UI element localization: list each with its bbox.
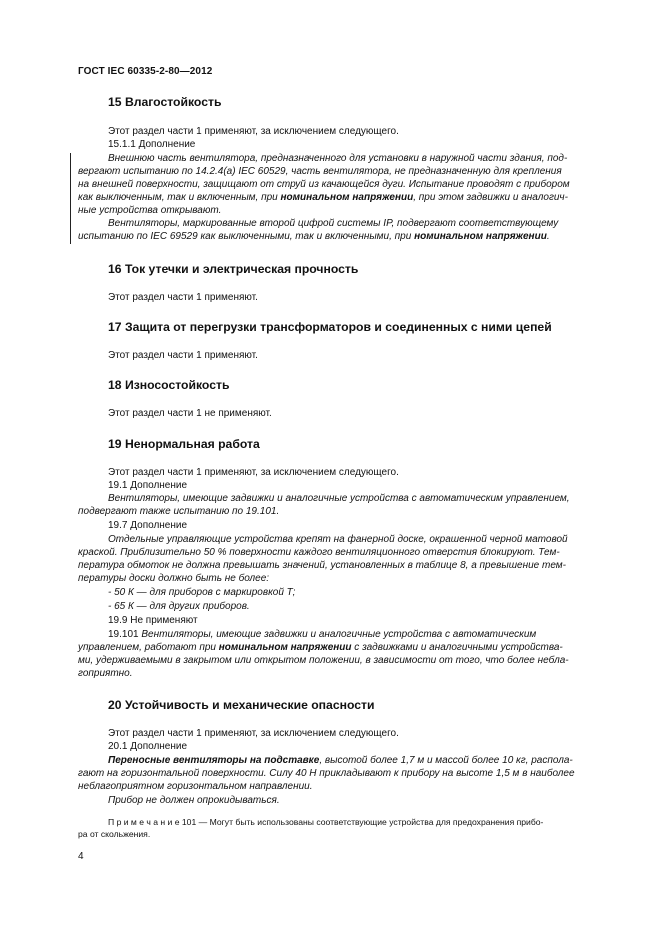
text-span: 15.1.1 Дополнение — [108, 139, 196, 150]
section-heading — [108, 698, 374, 712]
text-span: П р и м е ч а н и е 101 — Могут быть использованы соответствующие устройства для предохранения прибо- — [108, 817, 544, 827]
text-span: Внешнюю часть вентилятора, предназначенного для установки в наружной части здания, под- — [108, 153, 568, 164]
text-line — [78, 642, 563, 654]
text-line — [108, 350, 258, 362]
text-span: гают на горизонтальной поверхности. Силу 40 Н прикладывают к прибору на высоте 1,5 м в наиболее — [78, 768, 575, 779]
text-line — [108, 755, 573, 767]
text-span: Переносные вентиляторы на подставке — [108, 755, 320, 766]
text-span: - 50 К — для приборов с маркировкой Т; — [108, 587, 296, 598]
text-line — [108, 629, 536, 641]
text-span: испытанию по IEC 69529 как выключенными, так и включенными, при — [78, 231, 415, 242]
text-span: Этот раздел части 1 применяют. — [108, 292, 258, 303]
text-line — [78, 179, 570, 191]
text-span: номинальном напряжении — [280, 192, 414, 203]
text-line — [78, 166, 562, 178]
text-line — [108, 480, 187, 492]
text-line — [78, 506, 279, 518]
change-bar — [70, 153, 71, 244]
text-span: 19.101 — [108, 629, 142, 640]
text-line — [108, 139, 195, 151]
text-span: 18 Износостойкость — [108, 378, 230, 392]
text-line — [108, 292, 258, 304]
text-line — [108, 601, 250, 613]
text-span: Этот раздел части 1 применяют. — [108, 350, 258, 361]
text-span: 19.9 Не применяют — [108, 615, 198, 626]
section-heading — [108, 95, 221, 109]
text-span: ные устройства открывают. — [78, 205, 222, 216]
text-line — [108, 493, 570, 505]
text-line — [108, 520, 187, 532]
text-span: пературы доски должно быть не более: — [78, 573, 270, 584]
text-span: как выключенным, так и включенным, при — [78, 192, 281, 203]
text-span: номинальном напряжении — [414, 231, 547, 242]
text-span: Этот раздел части 1 применяют, за исключением следующего. — [108, 728, 399, 739]
section-heading — [108, 378, 229, 392]
note-line — [108, 817, 543, 828]
text-span: . — [546, 231, 550, 242]
text-span: 20.1 Дополнение — [108, 741, 188, 752]
text-line — [108, 728, 399, 740]
text-line — [108, 467, 399, 479]
text-line — [78, 560, 566, 572]
text-span: Вентиляторы, маркированные второй цифрой системы IP, подвергают соответствующему — [108, 218, 559, 229]
text-line — [78, 573, 269, 585]
text-line — [78, 231, 550, 243]
text-line — [108, 126, 399, 138]
text-span: , высотой более 1,7 м и массой более 10 кг, распола- — [319, 755, 573, 766]
text-span: 15 Влагостойкость — [108, 95, 222, 109]
text-line — [78, 668, 133, 680]
text-span: с задвижками и аналогичными устройства- — [351, 642, 563, 653]
text-line — [108, 615, 198, 627]
section-heading — [108, 437, 260, 451]
text-span: Этот раздел части 1 применяют, за исключением следующего. — [108, 467, 399, 478]
text-span: вергают испытанию по 14.2.4(a) IEC 60529, часть вентилятора, не предназначенную для крепления — [78, 166, 562, 177]
text-span: управлением, работают при — [78, 642, 219, 653]
text-span: неблагоприятном горизонтальном направлении. — [78, 781, 313, 792]
section-heading — [108, 262, 358, 276]
text-span: , при этом задвижки и аналогич- — [413, 192, 568, 203]
text-span: на внешней поверхности, защищают от струй из качающейся дуги. Испытание проводят с прибором — [78, 179, 570, 190]
text-span: пература обмоток не должна превышать значений, установленных в таблице 8, а превышение тем- — [78, 560, 566, 571]
text-span: 20 Устойчивость и механические опасности — [108, 698, 375, 712]
text-line — [78, 192, 568, 204]
note-line — [78, 829, 150, 840]
page-number: 4 — [78, 851, 84, 862]
text-line — [108, 534, 568, 546]
text-span: 19.1 Дополнение — [108, 480, 188, 491]
text-line — [108, 408, 272, 420]
text-line — [108, 218, 558, 230]
text-span: Прибор не должен опрокидываться. — [108, 795, 280, 806]
text-line — [78, 655, 569, 667]
text-line — [108, 795, 280, 807]
text-span: - 65 К — для других приборов. — [108, 601, 250, 612]
text-span: гоприятно. — [78, 668, 133, 679]
text-span: 16 Ток утечки и электрическая прочность — [108, 262, 359, 276]
section-heading — [108, 320, 552, 334]
text-span: ра от скольжения. — [78, 829, 151, 839]
text-span: 19.7 Дополнение — [108, 520, 188, 531]
text-span: Этот раздел части 1 применяют, за исключением следующего. — [108, 126, 399, 137]
text-span: 17 Защита от перегрузки трансформаторов и соединенных с ними цепей — [108, 320, 552, 334]
text-span: подвергают также испытанию по 19.101. — [78, 506, 280, 517]
text-line — [78, 768, 575, 780]
text-line — [108, 741, 187, 753]
text-line — [78, 547, 560, 559]
document-header: ГОСТ IEC 60335-2-80—2012 — [78, 66, 213, 77]
text-line — [78, 205, 221, 217]
text-line — [108, 587, 295, 599]
text-span: Отдельные управляющие устройства крепят на фанерной доске, окрашенной черной матовой — [108, 534, 568, 545]
text-span: Вентиляторы, имеющие задвижки и аналогичные устройства с автоматическим управлением, — [108, 493, 570, 504]
text-span: номинальном напряжении — [218, 642, 352, 653]
text-span: 19 Ненормальная работа — [108, 437, 260, 451]
text-span: краской. Приблизительно 50 % поверхности каждого вентиляционного отверстия блокируют. Тем- — [78, 547, 560, 558]
text-line — [78, 781, 313, 793]
text-span: Этот раздел части 1 не применяют. — [108, 408, 272, 419]
text-line — [108, 153, 567, 165]
text-span: ми, удерживаемыми в закрытом или открытом положении, в зависимости от того, что более небла- — [78, 655, 569, 666]
text-span: Вентиляторы, имеющие задвижки и аналогичные устройства с автоматическим — [141, 629, 537, 640]
